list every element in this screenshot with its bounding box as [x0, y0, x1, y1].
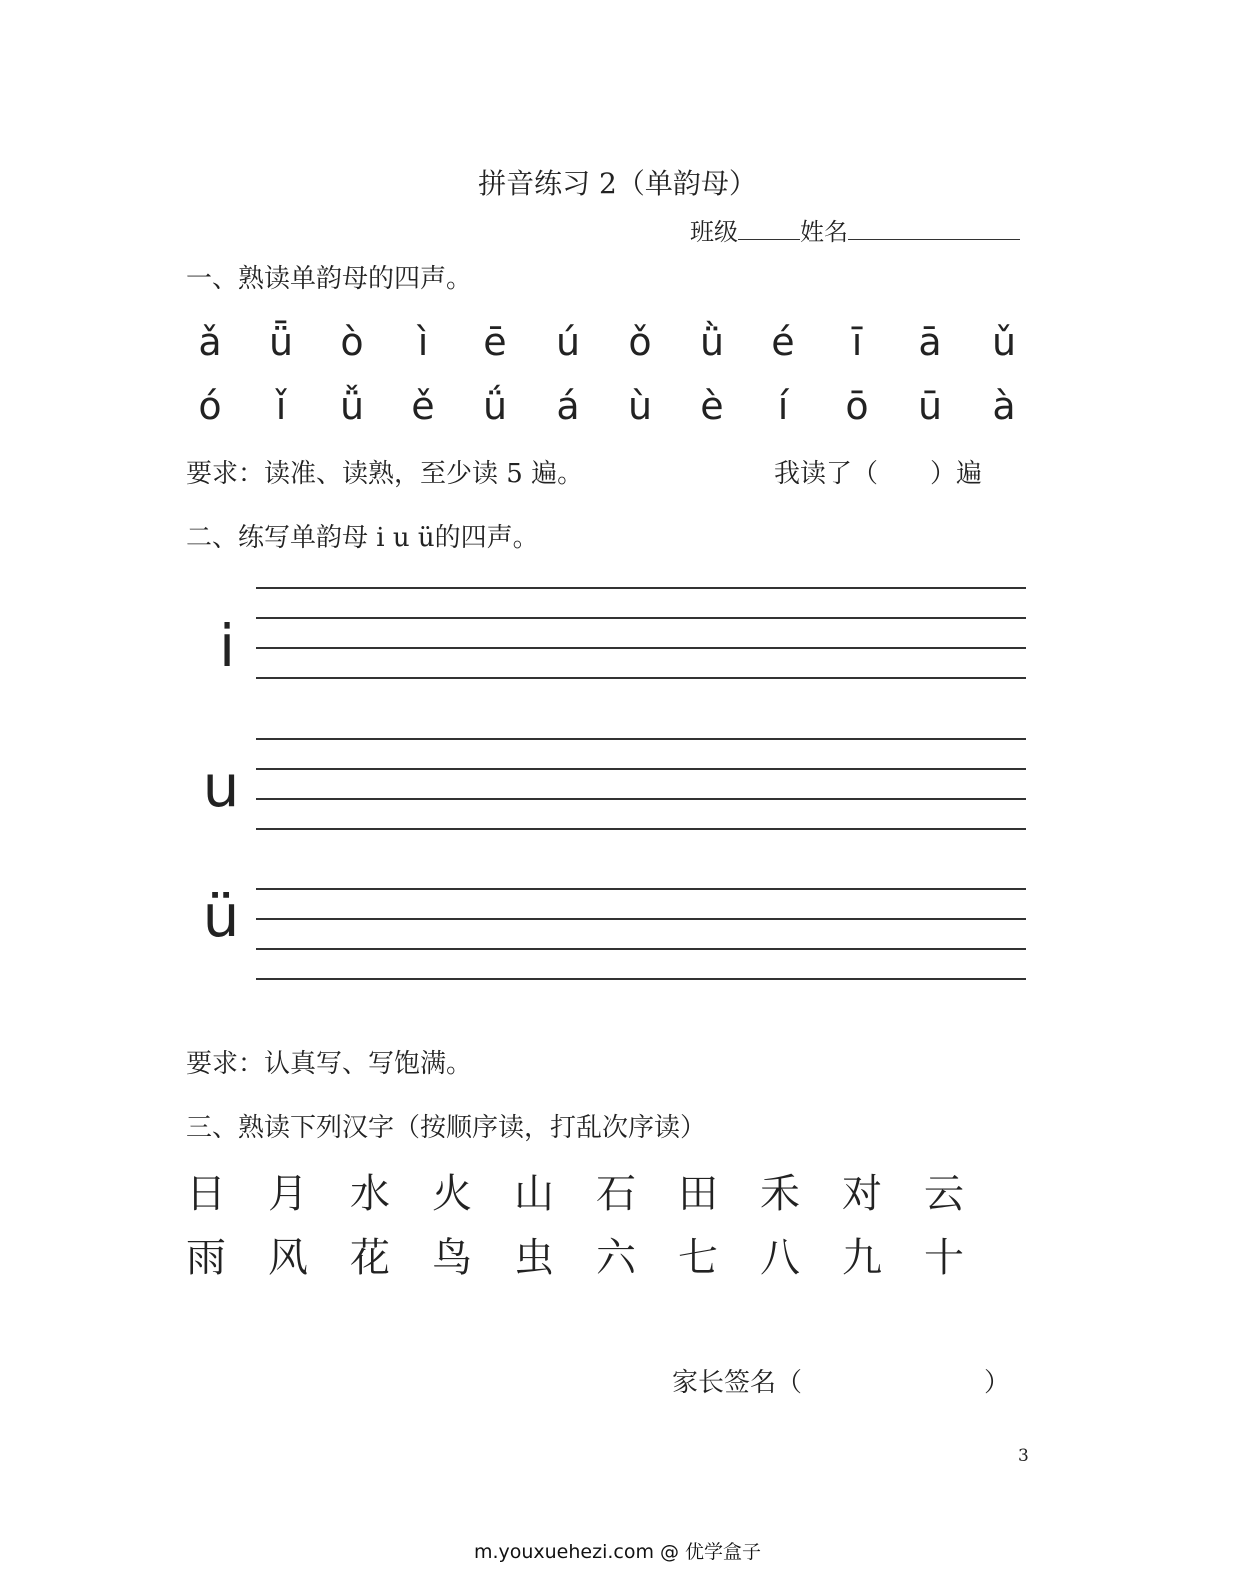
page-title: 拼音练习 2（单韵母）	[478, 167, 757, 200]
hanzi-char: 六	[596, 1235, 636, 1281]
pinyin-tone: ǘ	[482, 384, 508, 428]
pinyin-tone: ā	[918, 320, 942, 364]
pinyin-tone: ǜ	[699, 320, 725, 364]
writing-line[interactable]	[256, 798, 1026, 800]
hanzi-char: 鸟	[432, 1235, 472, 1281]
section3-heading: 三、熟读下列汉字（按顺序读，打乱次序读）	[186, 1113, 707, 1143]
hanzi-char: 日	[186, 1171, 226, 1217]
pinyin-tone: ǚ	[339, 384, 365, 428]
hanzi-row-1	[186, 1162, 1006, 1222]
writing-line[interactable]	[256, 828, 1026, 830]
section1-heading: 一、熟读单韵母的四声。	[186, 264, 473, 294]
pinyin-tone: ò	[340, 320, 364, 364]
pinyin-tone: ě	[411, 384, 435, 428]
read-count-field[interactable]: 我读了（ ）遍	[774, 459, 983, 489]
writing-line[interactable]	[256, 738, 1026, 740]
pinyin-tone: ǒ	[628, 320, 652, 364]
pinyin-tone: ǖ	[268, 320, 294, 364]
hanzi-char: 雨	[186, 1235, 226, 1281]
hanzi-char: 石	[596, 1171, 636, 1217]
pinyin-tone: ì	[417, 320, 429, 364]
pinyin-row-1	[174, 320, 1044, 370]
writing-line[interactable]	[256, 768, 1026, 770]
writing-line[interactable]	[256, 587, 1026, 589]
class-name-field	[690, 212, 1020, 247]
pinyin-tone: í	[777, 384, 789, 428]
hanzi-char: 八	[760, 1235, 800, 1281]
pinyin-tone: ǔ	[991, 320, 1017, 364]
hanzi-char: 禾	[760, 1171, 800, 1217]
section1-requirement: 要求：读准、读熟，至少读 5 遍。	[186, 459, 584, 489]
pinyin-row-2	[174, 384, 1044, 434]
hanzi-row-2	[186, 1226, 1006, 1286]
pinyin-tone: é	[771, 320, 795, 364]
pinyin-tone: ǐ	[275, 384, 287, 428]
pinyin-tone: ù	[627, 384, 653, 428]
hanzi-char: 对	[842, 1171, 882, 1217]
hanzi-char: 花	[350, 1235, 390, 1281]
pinyin-tone: ū	[917, 384, 943, 428]
parent-signature-field[interactable]: 家长签名（ ）	[672, 1368, 1011, 1398]
hanzi-char: 风	[268, 1235, 308, 1281]
writing-line[interactable]	[256, 948, 1026, 950]
hanzi-char: 七	[678, 1235, 718, 1281]
writing-line[interactable]	[256, 647, 1026, 649]
hanzi-char: 山	[514, 1171, 554, 1217]
hanzi-char: 水	[350, 1171, 390, 1217]
writing-letter-u: u	[202, 752, 240, 820]
writing-letter-u-umlaut: ü	[202, 882, 240, 950]
writing-letter-i: i	[218, 612, 236, 680]
pinyin-tone: á	[556, 384, 580, 428]
name-label: 姓名	[800, 218, 848, 246]
hanzi-char: 九	[842, 1235, 882, 1281]
hanzi-char: 月	[268, 1171, 308, 1217]
pinyin-tone: ō	[845, 384, 869, 428]
pinyin-tone: ó	[198, 384, 222, 428]
footer-source: m.youxuehezi.com @ 优学盒子	[473, 1541, 762, 1563]
pinyin-tone: à	[992, 384, 1016, 428]
class-label: 班级	[690, 218, 738, 246]
writing-line[interactable]	[256, 918, 1026, 920]
pinyin-tone: ē	[483, 320, 507, 364]
hanzi-char: 火	[432, 1171, 472, 1217]
writing-line[interactable]	[256, 617, 1026, 619]
hanzi-char: 田	[678, 1171, 718, 1217]
hanzi-char: 虫	[514, 1235, 554, 1281]
pinyin-tone: ī	[851, 320, 863, 364]
section2-heading: 二、练写单韵母 i u ü的四声。	[186, 523, 539, 553]
section2-requirement: 要求：认真写、写饱满。	[186, 1049, 473, 1079]
class-blank[interactable]	[738, 215, 800, 240]
writing-line[interactable]	[256, 888, 1026, 890]
pinyin-tone: ú	[555, 320, 581, 364]
writing-line[interactable]	[256, 978, 1026, 980]
writing-line[interactable]	[256, 677, 1026, 679]
pinyin-tone: ǎ	[198, 320, 222, 364]
pinyin-tone: è	[700, 384, 724, 428]
name-blank[interactable]	[848, 215, 1020, 240]
page-number: 3	[1018, 1446, 1029, 1466]
hanzi-char: 十	[924, 1235, 964, 1281]
hanzi-char: 云	[924, 1171, 964, 1217]
